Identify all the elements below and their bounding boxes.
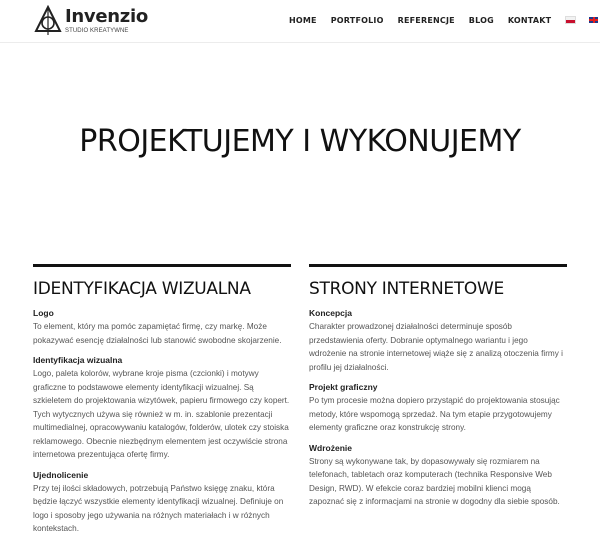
section-identyfikacja (33, 264, 291, 544)
logo-name: Invenzio (65, 6, 148, 27)
section-strony (309, 264, 567, 517)
section-divider (33, 264, 291, 267)
section-item (33, 355, 291, 462)
section-item (309, 382, 567, 435)
logo-triangle-icon (34, 5, 62, 37)
item-title: Wdrożenie (309, 442, 352, 453)
item-text: Strony są wykonywane tak, by dopasowywały się rozmiarem na telefonach, tabletach oraz komputerach (technika Responsive Web Design, RWD). W efekcie coraz bardziej mobilni klienci mogą zapoznać się z informacjami na stronie w dogodny dla siebie sposób. (309, 456, 560, 506)
section-item (33, 308, 291, 347)
logo-tagline: STUDIO KREATYWNE (65, 28, 129, 34)
logo[interactable] (34, 5, 148, 37)
section-item (309, 308, 567, 374)
nav-blog[interactable]: BLOG (468, 15, 494, 25)
main-nav (289, 13, 598, 27)
hero-title: PROJEKTUJEMY I WYKONUJEMY (79, 124, 521, 159)
item-text: Logo, paleta kolorów, wybrane kroje pisma (czcionki) i motywy graficzne to podstawowe elementy identyfikacji wizualnej. Są szkieletem do projektowania wizytówek, papieru firmowego czy kopert. Tych wytycznych używa się również w m. in. szablonie prezentacji multimedialnej, opracowywaniu katalogów, folderów, ulotek czy stoiska reklamowego. Obecnie niezbędnym elementem jest oczywiście strona internetowa prezentująca ofertę firmy. (33, 369, 290, 459)
section-divider (309, 264, 567, 267)
section-title: IDENTYFIKACJA WIZUALNA (33, 279, 251, 299)
polish-flag-icon[interactable] (565, 16, 576, 24)
item-text: Przy tej ilości składowych, potrzebują Państwo księgę znaku, która będzie łączyć wszystkie elementy identyfikacji wizualnej. Definiuje on logo i sposoby jego używania na różnych materiałach i w różnych kontekstach. (33, 483, 284, 533)
section-title: STRONY INTERNETOWE (309, 279, 504, 299)
item-title: Projekt graficzny (309, 382, 378, 392)
nav-home[interactable]: HOME (289, 15, 317, 25)
item-text: Charakter prowadzonej działalności determinuje sposób przedstawienia oferty. Dobranie optymalnego wariantu i jego wdrożenie na stronie internetowej wiąże się z analizą otoczenia firmy i profilu jej działalności. (309, 322, 563, 372)
site-header (0, 0, 600, 43)
english-flag-icon[interactable] (589, 17, 598, 23)
nav-referencje[interactable]: REFERENCJE (397, 15, 455, 25)
hero (0, 124, 600, 159)
section-item (33, 470, 291, 536)
item-text: Po tym procesie można dopiero przystąpić do projektowania stosując metody, które wspomogą sprzedaż. Na tym etapie przygotowujemy elementy graficzne oraz konstrukcję strony. (309, 396, 560, 432)
section-item (309, 443, 567, 509)
item-text: To element, który ma pomóc zapamiętać firmę, czy markę. Może pokazywać esencję działalności lub stanowić swobodne skojarzenie. (33, 322, 282, 345)
item-title: Logo (33, 308, 54, 318)
item-title: Koncepcja (309, 308, 352, 318)
item-title: Identyfikacja wizualna (33, 355, 123, 365)
nav-kontakt[interactable]: KONTAKT (507, 15, 552, 25)
item-title: Ujednolicenie (33, 469, 89, 480)
nav-portfolio[interactable]: PORTFOLIO (330, 15, 384, 25)
